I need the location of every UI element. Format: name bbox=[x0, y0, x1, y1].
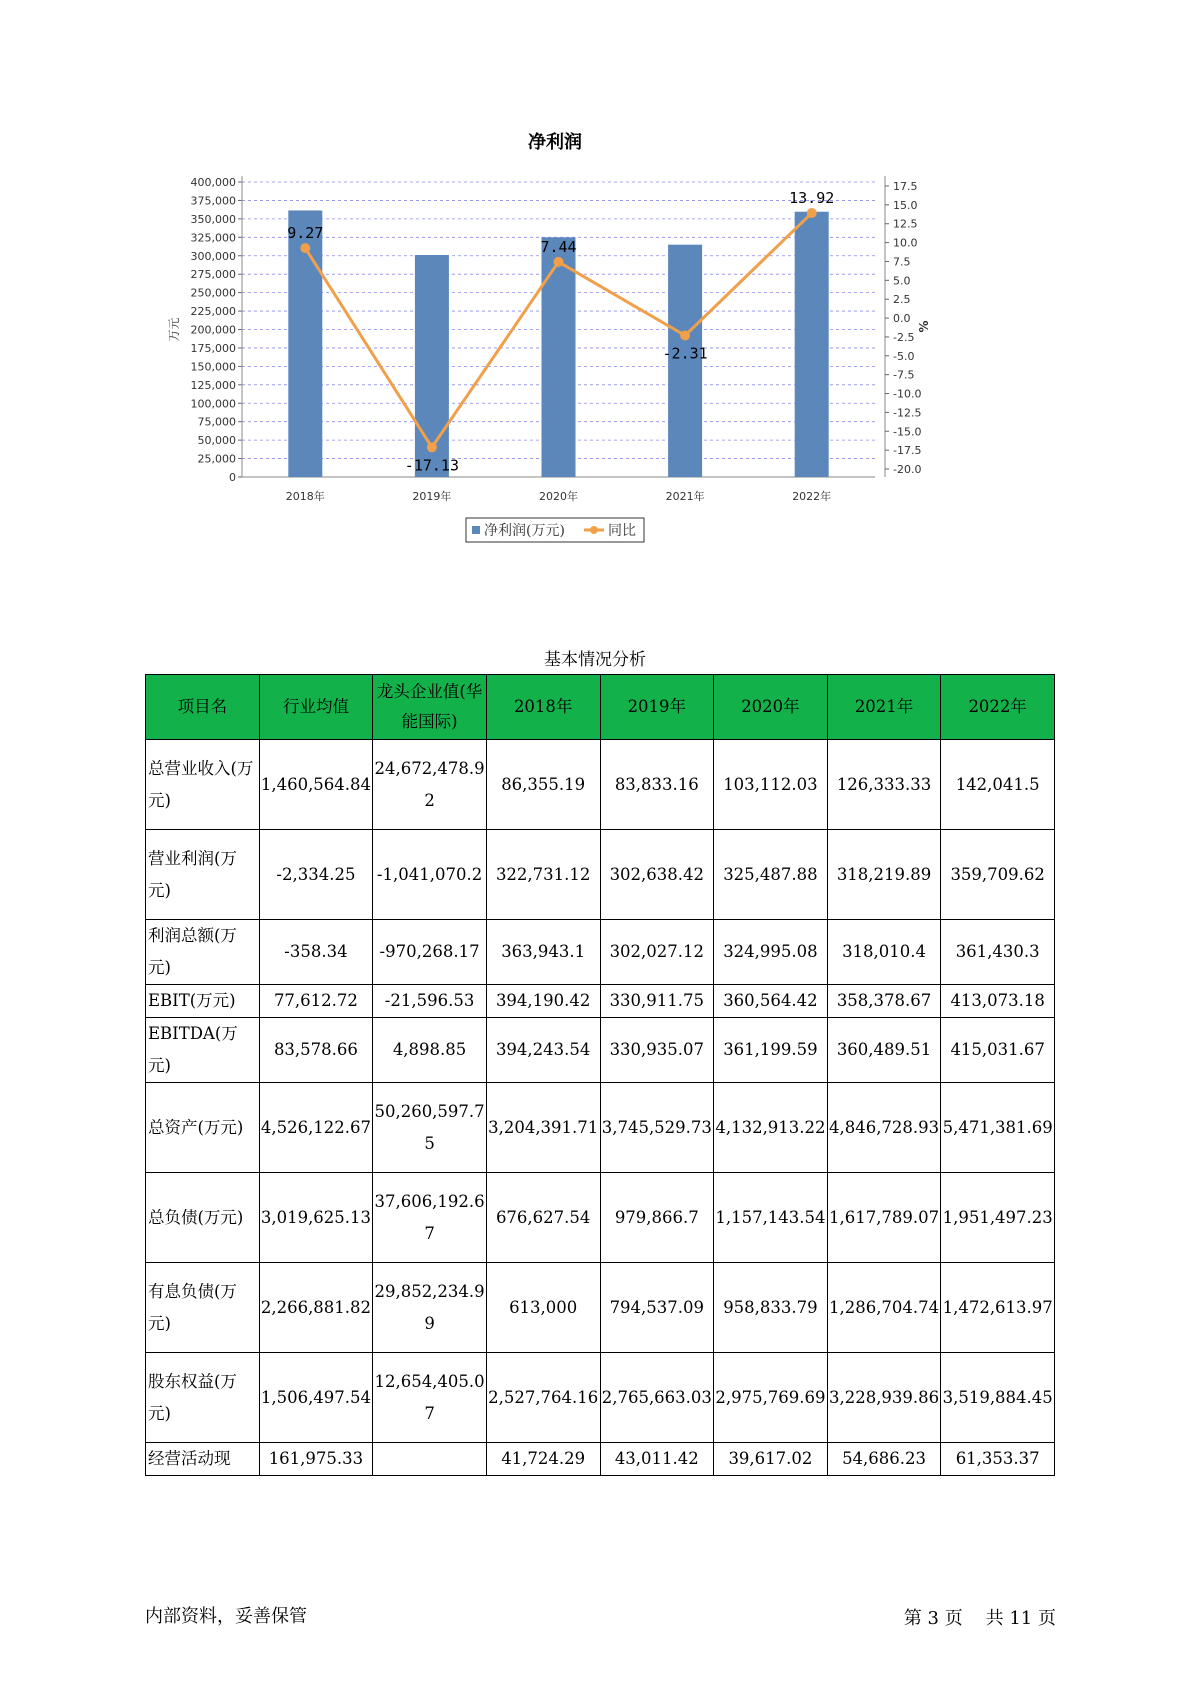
page-label-suffix: 页 bbox=[944, 1608, 963, 1629]
table-cell bbox=[373, 1443, 487, 1476]
table-cell: 413,073.18 bbox=[941, 985, 1055, 1018]
left-tick-label: 150,000 bbox=[190, 360, 236, 374]
table-cell: 979,866.7 bbox=[600, 1173, 714, 1263]
table-cell: 3,228,939.86 bbox=[827, 1353, 941, 1443]
column-header: 2022年 bbox=[941, 675, 1055, 740]
left-tick-label: 350,000 bbox=[190, 212, 236, 226]
table-cell: 361,430.3 bbox=[941, 920, 1055, 985]
right-tick-label: -2.5 bbox=[893, 330, 915, 344]
table-header-row bbox=[146, 675, 1055, 740]
bar bbox=[795, 212, 829, 477]
table-cell: 86,355.19 bbox=[486, 740, 600, 830]
row-label: 股东权益(万元) bbox=[146, 1353, 260, 1443]
table-cell: 358,378.67 bbox=[827, 985, 941, 1018]
table-cell: 1,617,789.07 bbox=[827, 1173, 941, 1263]
table-cell: 613,000 bbox=[486, 1263, 600, 1353]
table-cell: 318,010.4 bbox=[827, 920, 941, 985]
table-cell: 330,935.07 bbox=[600, 1018, 714, 1083]
right-tick-label: -20.0 bbox=[893, 463, 922, 476]
x-tick-label: 2022年 bbox=[792, 490, 832, 503]
table-cell: 2,975,769.69 bbox=[714, 1353, 828, 1443]
left-tick-label: 25,000 bbox=[197, 452, 236, 466]
table-cell: 2,765,663.03 bbox=[600, 1353, 714, 1443]
table-cell: 4,526,122.67 bbox=[259, 1083, 373, 1173]
column-header: 2018年 bbox=[486, 675, 600, 740]
table-row bbox=[146, 1353, 1055, 1443]
table-cell: 1,951,497.23 bbox=[941, 1173, 1055, 1263]
table-cell: 41,724.29 bbox=[486, 1443, 600, 1476]
table-row bbox=[146, 1173, 1055, 1263]
left-tick-label: 275,000 bbox=[190, 268, 236, 282]
data-label: -2.31 bbox=[662, 344, 708, 363]
table-cell: 161,975.33 bbox=[259, 1443, 373, 1476]
column-header: 龙头企业值(华能国际) bbox=[373, 675, 487, 740]
table-cell: 4,132,913.22 bbox=[714, 1083, 828, 1173]
right-tick-label: 12.5 bbox=[893, 217, 918, 231]
right-tick-label: -7.5 bbox=[893, 368, 915, 382]
page-number: 3 bbox=[927, 1608, 939, 1629]
right-tick-label: 10.0 bbox=[893, 236, 918, 250]
left-tick-label: 375,000 bbox=[190, 194, 236, 208]
left-tick-label: 0 bbox=[229, 471, 236, 484]
right-tick-label: 0.0 bbox=[893, 312, 911, 326]
data-label: 13.92 bbox=[789, 189, 835, 208]
table-cell: 12,654,405.07 bbox=[373, 1353, 487, 1443]
bar bbox=[542, 237, 576, 477]
row-label: 营业利润(万元) bbox=[146, 830, 260, 920]
table-cell: 318,219.89 bbox=[827, 830, 941, 920]
table-cell: 1,157,143.54 bbox=[714, 1173, 828, 1263]
left-tick-label: 400,000 bbox=[190, 176, 236, 189]
left-tick-label: 50,000 bbox=[197, 434, 236, 448]
data-label: -17.13 bbox=[404, 456, 459, 475]
table-cell: 794,537.09 bbox=[600, 1263, 714, 1353]
table-cell: 4,846,728.93 bbox=[827, 1083, 941, 1173]
column-header: 2021年 bbox=[827, 675, 941, 740]
column-header: 行业均值 bbox=[259, 675, 373, 740]
table-cell: 77,612.72 bbox=[259, 985, 373, 1018]
table-row bbox=[146, 740, 1055, 830]
left-tick-label: 125,000 bbox=[190, 378, 236, 392]
table-cell: 50,260,597.75 bbox=[373, 1083, 487, 1173]
table-cell: 363,943.1 bbox=[486, 920, 600, 985]
table-cell: 43,011.42 bbox=[600, 1443, 714, 1476]
data-label: 7.44 bbox=[540, 237, 577, 256]
table-cell: -21,596.53 bbox=[373, 985, 487, 1018]
total-pages: 11 bbox=[1009, 1608, 1033, 1629]
yoy-point bbox=[680, 330, 690, 340]
table-cell: 83,578.66 bbox=[259, 1018, 373, 1083]
right-tick-label: 17.5 bbox=[893, 180, 918, 193]
table-cell: -970,268.17 bbox=[373, 920, 487, 985]
yoy-point bbox=[807, 208, 817, 218]
table-cell: 54,686.23 bbox=[827, 1443, 941, 1476]
table-cell: 1,506,497.54 bbox=[259, 1353, 373, 1443]
total-label-prefix: 共 bbox=[985, 1608, 1004, 1629]
table-cell: 330,911.75 bbox=[600, 985, 714, 1018]
row-label: 有息负债(万元) bbox=[146, 1263, 260, 1353]
row-label: EBITDA(万元) bbox=[146, 1018, 260, 1083]
column-header: 项目名 bbox=[146, 675, 260, 740]
table-row bbox=[146, 1018, 1055, 1083]
footer-page-number bbox=[904, 1604, 1056, 1630]
table-cell: 61,353.37 bbox=[941, 1443, 1055, 1476]
row-label: 总营业收入(万元) bbox=[146, 740, 260, 830]
page-label-prefix: 第 bbox=[903, 1608, 922, 1629]
legend-line-label: 同比 bbox=[608, 523, 636, 539]
left-tick-label: 300,000 bbox=[190, 249, 236, 263]
table-cell: 3,204,391.71 bbox=[486, 1083, 600, 1173]
table-cell: 325,487.88 bbox=[714, 830, 828, 920]
table-cell: 958,833.79 bbox=[714, 1263, 828, 1353]
right-axis-title: % bbox=[917, 320, 931, 333]
table-cell: 24,672,478.92 bbox=[373, 740, 487, 830]
net-profit-chart bbox=[167, 130, 1030, 590]
left-tick-label: 75,000 bbox=[197, 415, 236, 429]
table-cell: 302,027.12 bbox=[600, 920, 714, 985]
left-tick-label: 100,000 bbox=[190, 397, 236, 411]
table-cell: 676,627.54 bbox=[486, 1173, 600, 1263]
column-header: 2020年 bbox=[714, 675, 828, 740]
table-cell: 302,638.42 bbox=[600, 830, 714, 920]
table-cell: 39,617.02 bbox=[714, 1443, 828, 1476]
right-tick-label: -17.5 bbox=[893, 444, 922, 458]
table-cell: 37,606,192.67 bbox=[373, 1173, 487, 1263]
table-cell: 2,266,881.82 bbox=[259, 1263, 373, 1353]
right-tick-label: -12.5 bbox=[893, 406, 922, 420]
left-axis-title: 万元 bbox=[167, 317, 181, 342]
table-caption: 基本情况分析 bbox=[544, 650, 646, 670]
table-cell: 415,031.67 bbox=[941, 1018, 1055, 1083]
row-label: 利润总额(万元) bbox=[146, 920, 260, 985]
row-label: EBIT(万元) bbox=[146, 985, 260, 1018]
right-tick-label: -10.0 bbox=[893, 387, 922, 401]
table-cell: 2,527,764.16 bbox=[486, 1353, 600, 1443]
yoy-point bbox=[427, 442, 437, 452]
table-row bbox=[146, 830, 1055, 920]
x-tick-label: 2018年 bbox=[285, 490, 325, 503]
table-cell: 126,333.33 bbox=[827, 740, 941, 830]
legend-bar-swatch bbox=[472, 526, 480, 534]
table-row bbox=[146, 1443, 1055, 1476]
row-label: 经营活动现 bbox=[146, 1443, 260, 1476]
yoy-point bbox=[300, 243, 310, 253]
table-cell: 3,019,625.13 bbox=[259, 1173, 373, 1263]
table-cell: 83,833.16 bbox=[600, 740, 714, 830]
table-cell: 4,898.85 bbox=[373, 1018, 487, 1083]
table-cell: 29,852,234.99 bbox=[373, 1263, 487, 1353]
table-cell: 1,286,704.74 bbox=[827, 1263, 941, 1353]
yoy-point bbox=[554, 257, 564, 267]
row-label: 总负债(万元) bbox=[146, 1173, 260, 1263]
right-tick-label: -5.0 bbox=[893, 349, 915, 363]
table-cell: 1,460,564.84 bbox=[259, 740, 373, 830]
x-tick-label: 2019年 bbox=[412, 490, 452, 503]
table-cell: 324,995.08 bbox=[714, 920, 828, 985]
table-cell: 3,519,884.45 bbox=[941, 1353, 1055, 1443]
legend-line-marker bbox=[590, 526, 598, 534]
left-tick-label: 250,000 bbox=[190, 286, 236, 300]
left-tick-label: 325,000 bbox=[190, 231, 236, 245]
table-cell: 103,112.03 bbox=[714, 740, 828, 830]
table-row bbox=[146, 985, 1055, 1018]
table-cell: 360,564.42 bbox=[714, 985, 828, 1018]
table-cell: -1,041,070.2 bbox=[373, 830, 487, 920]
right-tick-label: 5.0 bbox=[893, 274, 911, 288]
table-cell: 394,190.42 bbox=[486, 985, 600, 1018]
left-tick-label: 225,000 bbox=[190, 305, 236, 319]
right-tick-label: 7.5 bbox=[893, 255, 911, 269]
chart-svg bbox=[167, 130, 1030, 590]
table-cell: 359,709.62 bbox=[941, 830, 1055, 920]
left-tick-label: 200,000 bbox=[190, 323, 236, 337]
table-cell: 322,731.12 bbox=[486, 830, 600, 920]
table-cell: 5,471,381.69 bbox=[941, 1083, 1055, 1173]
right-tick-label: -15.0 bbox=[893, 425, 922, 439]
right-tick-label: 2.5 bbox=[893, 293, 911, 307]
table-cell: 360,489.51 bbox=[827, 1018, 941, 1083]
table-cell: 142,041.5 bbox=[941, 740, 1055, 830]
table-row bbox=[146, 1083, 1055, 1173]
data-label: 9.27 bbox=[287, 224, 324, 243]
table-cell: -358.34 bbox=[259, 920, 373, 985]
left-tick-label: 175,000 bbox=[190, 341, 236, 355]
table-cell: 1,472,613.97 bbox=[941, 1263, 1055, 1353]
table-row bbox=[146, 920, 1055, 985]
x-tick-label: 2020年 bbox=[539, 490, 578, 503]
table-cell: 3,745,529.73 bbox=[600, 1083, 714, 1173]
footer-confidential: 内部资料，妥善保管 bbox=[145, 1606, 307, 1627]
table-cell: 394,243.54 bbox=[486, 1018, 600, 1083]
table-cell: -2,334.25 bbox=[259, 830, 373, 920]
legend-bar-label: 净利润(万元) bbox=[484, 523, 565, 539]
table-row bbox=[146, 1263, 1055, 1353]
table-cell: 361,199.59 bbox=[714, 1018, 828, 1083]
right-tick-label: 15.0 bbox=[893, 198, 918, 212]
column-header: 2019年 bbox=[600, 675, 714, 740]
total-label-suffix: 页 bbox=[1038, 1608, 1056, 1629]
chart-title: 净利润 bbox=[528, 132, 582, 153]
analysis-table bbox=[145, 674, 1055, 1476]
row-label: 总资产(万元) bbox=[146, 1083, 260, 1173]
x-tick-label: 2021年 bbox=[665, 490, 705, 503]
